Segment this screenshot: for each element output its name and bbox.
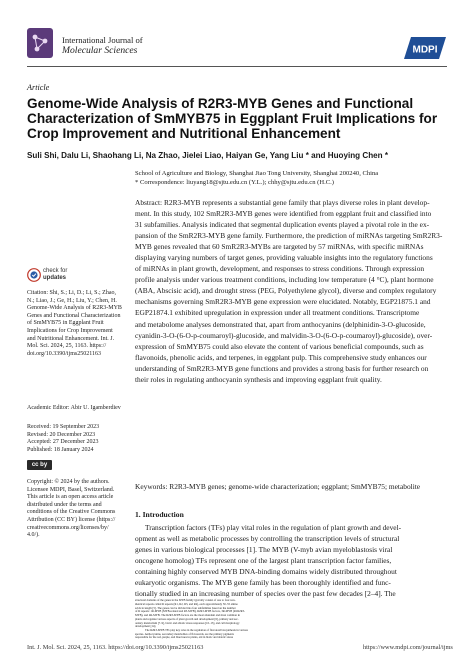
date-published: Published: 18 January 2024 [27, 446, 94, 453]
intro-line: development [14]. [135, 624, 157, 629]
intro-line: responsible for the red, purple, and blue hues in plants, aid in biotic and abiotic stress [135, 635, 234, 640]
abstract-line: displaying varying numbers of target genes, providing valuable insights into the regulatory functions [135, 253, 433, 263]
citation-line: Mol. Sci. 2024, 25, 1163. https:// [27, 343, 107, 350]
cc-license-badge-icon[interactable] [27, 460, 52, 470]
citation-line: Genes and Functional Characterization [27, 312, 121, 319]
journal-name-line1: International Journal of [62, 35, 143, 45]
intro-line: acids in length [5]. The genes can be divided into four subfamilies based on the number [135, 605, 236, 610]
intro-line: oncogene homolog) TFs represent one of the largest plant transcription factor families, [135, 556, 392, 566]
intro-line: genes in various biological processes [1]. The MYB (V-myb avian myeloblastosis viral [135, 545, 393, 555]
citation-doi-link[interactable]: doi.org/10.3390/ijms25021163 [27, 350, 102, 357]
copyright-line: Attribution (CC BY) license (https:// [27, 516, 116, 523]
abstract-line: of miRNAs in plant growth, development, and responses to stress conditions. Through expression [135, 264, 425, 274]
affiliation: School of Agriculture and Biology, Shanghai Jiao Tong University, Shanghai 200240, China [135, 170, 379, 177]
intro-line: plants and regulate various aspects of plant growth and development [6], primary and sec- [135, 616, 239, 621]
copyright-line: creativecommons.org/licenses/by/ [27, 524, 109, 531]
publication-dates [27, 424, 99, 454]
copyright-line: This article is an open access article [27, 494, 114, 501]
abstract-line: (ABA, Abscisic acid), and drought stress (PEG, Polyethylene glycol), diverse and complex regulatory [135, 286, 437, 296]
abstract [135, 197, 450, 385]
correspondence: * Correspondence: liuyang18@sjtu.edu.cn (Y.L.); chhy@sjtu.edu.cn (H.C.) [135, 179, 334, 186]
intro-line: Transcription factors (TFs) play vital roles in the regulation of plant growth and devel- [145, 523, 402, 532]
abstract-line: expression of SmMYB75 could also elevate the content of various beneficial compounds, such as [135, 341, 424, 351]
citation-line: N.; Liao, J.; Ge, H.; Liu, Y.; Chen, H. [27, 297, 117, 304]
intro-line: tionally studied in an increasing number of species over the past few decades [2–4]. The [135, 589, 396, 599]
mdpi-logo-icon [402, 36, 448, 60]
abstract-line: MYB genes revealed that 60 SmR2R3-MYBs are targeted by 57 miRNAs, with specific miRNAs [135, 242, 424, 252]
footer-journal-link[interactable]: https://www.mdpi.com/journal/ijms [363, 644, 453, 651]
copyright-line: Licensee MDPI, Basel, Switzerland. [27, 486, 115, 493]
abstract-line: EGP21874.1 exhibited upregulation in expression under all treatment conditions. Transcriptome [135, 308, 420, 318]
check-for-updates-label[interactable] [43, 268, 67, 282]
abstract-line: flavonoids, phenolic acids, and terpenes, in eggplant pulp. This comprehensive study enhances our [135, 352, 427, 362]
article-type: Article [27, 83, 50, 92]
intro-line: The R2R3-MYB TFs play key roles in the regulation of flavonoid biosynthesis in various [145, 627, 248, 632]
abstract-line: profile analysis under various treatment conditions, including low temperature (4 °C), plant hormone [135, 275, 434, 285]
copyright-line: 4.0/). [27, 532, 40, 539]
copyright-block [27, 479, 115, 540]
date-accepted: Accepted: 27 December 2023 [27, 439, 99, 446]
citation-line: Implications for Crop Improvement [27, 327, 113, 334]
keywords-line: Keywords: R2R3-MYB genes; genome-wide characterization; eggplant; SmMYB75; metabolite [135, 482, 421, 491]
intro-line: containing highly conserved MYB DNA-binding domains widely distributed throughout [135, 567, 397, 577]
copyright-line: Copyright: © 2024 by the authors. [27, 479, 110, 485]
abstract-line: their roles in regulating anthocyanin synthesis and improving eggplant fruit quality. [135, 374, 382, 384]
copyright-line: distributed under the terms and [27, 501, 102, 508]
keywords [135, 481, 450, 492]
journal-name-line2: Molecular Sciences [62, 45, 138, 56]
intro-line: eukaryotic organisms. The MYB gene family has been thoroughly identified and func- [135, 578, 391, 588]
abstract-line: cyanidin-3-O-(6-O-p-coumaroyl)-glucoside, and malvidin-3-O-(6-O-p-coumaroyl)-glucoside), over- [135, 330, 433, 340]
intro-line: structural domains of the genes in the MYB family typically consist of one to four non- [135, 598, 236, 603]
abstract-line: and metabolome analyses demonstrated that, apart from anthocyanins (delphinidin-3-O-glucoside, [135, 319, 426, 329]
intro-line: opment as well as metabolic processes by controlling the transcription levels of structural [135, 534, 400, 544]
abstract-line: pansion of the SmR2R3-MYB gene family. Furthermore, the prediction of miRNAs targeting SmR2R3- [135, 231, 443, 241]
author-list: Suli Shi, Dalu Li, Shaohang Li, Na Zhao, Jielei Liao, Haiyan Ge, Yang Liu * and Huoying Chen * [27, 151, 388, 160]
copyright-line: conditions of the Creative Commons [27, 509, 116, 516]
mdpi-logo-text: MDPI [412, 44, 438, 56]
academic-editor: Academic Editor: Abir U. Igamberdiev [27, 405, 121, 411]
cc-license-text: cc by [31, 462, 48, 468]
abstract-line: ment. In this study, 102 SmR2R3-MYB genes were identified from eggplant fruit and classified into [135, 209, 432, 219]
intro-line: of R repeats: 1R-MYB (MYB-related and R3-MYB), R2R3-MYB factors, 3R-MYB (R1R2R3- [135, 609, 245, 614]
date-received: Received: 19 September 2023 [27, 424, 100, 430]
intro-line: species. Anthocyanins, secondary metabolites of flavonoids, are the primary pigments [135, 631, 234, 636]
date-revised: Revised: 20 December 2023 [27, 431, 96, 438]
introduction-paragraph-1 [135, 522, 450, 599]
intro-line: identical repeats called R repeats (R1, R2, R3, and R4), each approximately 50–55 amino [135, 602, 238, 607]
check-for-updates-icon[interactable] [27, 268, 41, 282]
intro-line: MYB), and 4R-MYB. The R2R3-MYB factors are the most abundant and most common in [135, 613, 240, 618]
abstract-line: understanding of SmR2R3-MYB gene functions and provides a strong basis for further research on [135, 363, 429, 373]
title-line-2: Characterization of SmMYB75 in Eggplant Fruit Implications for [27, 111, 438, 126]
footer-citation[interactable]: Int. J. Mol. Sci. 2024, 25, 1163. https://doi.org/10.3390/ijms25021163 [27, 644, 204, 651]
abstract-line: Abstract: R2R3-MYB represents a substantial gene family that plays diverse roles in plant develop- [135, 198, 430, 207]
journal-logo-icon [27, 28, 53, 58]
abstract-line: 31 subfamilies. Analysis indicated that segmental duplication events played a pivotal role in the ex- [135, 220, 430, 230]
title-line-3: Crop Improvement and Nutritional Enhancement [27, 126, 341, 141]
check-updates-line-1: check for [43, 268, 68, 274]
abstract-line: mechanisms governing SmR2R3-MYB gene expression were elucidated. Notably, EGP21875.1 and [135, 297, 431, 307]
citation-line: Citation: Shi, S.; Li, D.; Li, S.; Zhao, [27, 290, 117, 296]
title-line-1: Genome-Wide Analysis of R2R3-MYB Genes and Functional [27, 96, 414, 111]
citation-block [27, 290, 122, 358]
header-divider [27, 66, 447, 67]
citation-line: and Nutritional Enhancement. Int. J. [27, 335, 115, 342]
section-heading-introduction: 1. Introduction [135, 510, 184, 519]
citation-line: of SmMYB75 in Eggplant Fruit [27, 320, 104, 327]
intro-line: ondary metabolism [7–9], biotic and abiotic stress responses [10–13], and cell morphology [135, 620, 240, 625]
check-updates-line-2: updates [43, 275, 67, 281]
citation-line: Genome-Wide Analysis of R2R3-MYB [27, 305, 122, 312]
